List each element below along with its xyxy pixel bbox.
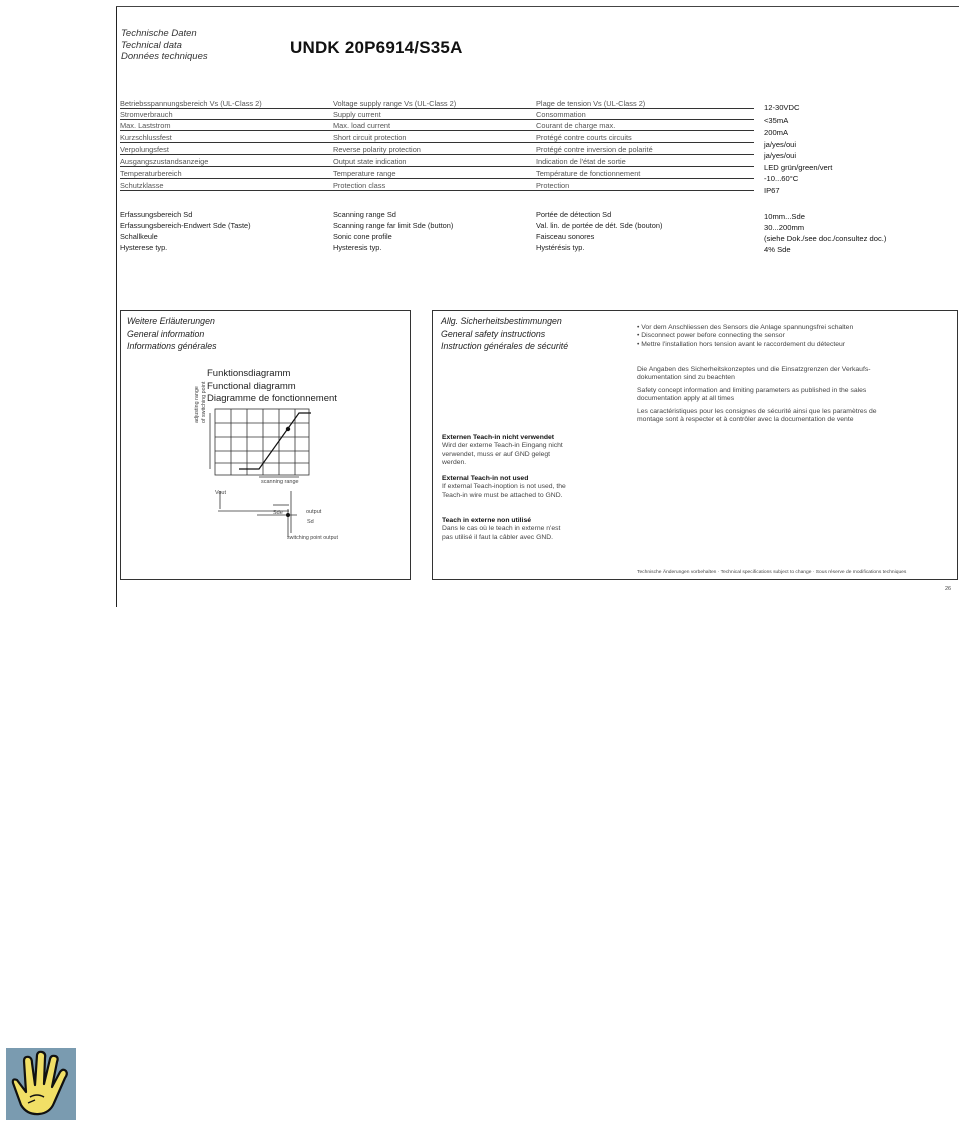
sde-marker	[286, 513, 290, 517]
row-rule	[120, 154, 754, 155]
safety-title-fr: Instruction générales de sécurité	[441, 341, 569, 351]
spec-cell: Protégé contre inversion de polarité	[536, 145, 653, 154]
spec-cell: Temperaturbereich	[120, 169, 182, 178]
spec-cell: Courant de charge max.	[536, 121, 616, 130]
safety-paragraph-en	[637, 387, 866, 404]
spec-cell: Kurzschlussfest	[120, 133, 172, 142]
spec-cell: Protégé contre courts circuits	[536, 133, 632, 142]
panel-title-en: General information	[127, 328, 205, 339]
paragraph-line: montage sont à respecter et à contrôler avec la documentation de vente	[637, 416, 854, 424]
sensing-cell: Erfassungsbereich-Endwert Sde (Taste)	[120, 221, 251, 230]
teach-in-en	[442, 475, 612, 500]
safety-bullet: • Vor dem Anschliessen des Sensors die Anlage spannungsfrei schalten	[637, 324, 854, 331]
sensing-cell: Sonic cone profile	[333, 232, 392, 241]
switching-point-marker	[286, 427, 290, 431]
spec-cell: Schutzklasse	[120, 181, 164, 190]
y-axis-label-2	[201, 382, 207, 423]
sheet-left-border	[116, 6, 117, 607]
teach-in-de	[442, 434, 612, 468]
panel-title-fr: Informations générales	[127, 341, 217, 351]
paragraph-line: dokumentation sind zu beachten	[637, 374, 735, 382]
diagram-title-de: Funktionsdiagramm	[207, 368, 291, 379]
teach-in-line: verwendet, muss er auf GND gelegt	[442, 450, 551, 458]
spec-value: ja/yes/oui	[764, 140, 797, 149]
safety-title-en: General safety instructions	[441, 328, 546, 339]
spec-value: 12-30VDC	[764, 103, 800, 112]
row-rule	[120, 142, 754, 143]
spec-value: IP67	[764, 186, 780, 195]
row-rule	[120, 108, 754, 109]
sensing-cell: Hysteresis typ.	[333, 243, 382, 252]
spec-cell: Ausgangszustandsanzeige	[120, 157, 209, 166]
general-information-panel	[120, 310, 411, 580]
spec-value: ja/yes/oui	[764, 151, 797, 160]
sensing-cell: Erfassungsbereich Sd	[120, 210, 193, 219]
teach-in-fr	[442, 517, 612, 542]
row-rule	[120, 166, 754, 167]
sensing-value: 4% Sde	[764, 245, 791, 254]
spec-value: 200mA	[764, 128, 789, 137]
y-axis-label-line2: of switching point	[201, 381, 207, 423]
spec-value: LED grün/green/vert	[764, 163, 833, 172]
sensing-cell: Hysterese typ.	[120, 243, 168, 252]
sensing-value: (siehe Dok./see doc./consultez doc.)	[764, 234, 887, 243]
teach-in-heading: External Teach-in not used	[442, 475, 529, 482]
spec-cell: Output state indication	[333, 157, 407, 166]
sensing-cell: Portée de détection Sd	[536, 210, 612, 219]
vout-label: Vout	[215, 490, 227, 496]
safety-title-de: Allg. Sicherheitsbestimmungen	[441, 316, 562, 326]
label-en: Technical data	[121, 39, 182, 51]
safety-bullets	[637, 324, 853, 349]
teach-in-line: pas utilisé il faut la câbler avec GND.	[442, 533, 554, 541]
switching-point-label: switching point output	[287, 535, 338, 541]
page-number: 26	[945, 586, 952, 592]
safety-paragraph-fr	[637, 408, 877, 425]
hand-icon	[5, 1047, 77, 1126]
sensing-value: 30...200mm	[764, 223, 805, 232]
output-label: output	[306, 509, 322, 515]
diagram-title-en: Functional diagramm	[207, 380, 296, 392]
spec-cell: Supply current	[333, 110, 381, 119]
spec-cell: Short circuit protection	[333, 133, 407, 142]
spec-cell: Max. load current	[333, 121, 391, 130]
safety-titles	[441, 315, 568, 353]
sensing-value: 10mm...Sde	[764, 212, 805, 221]
spec-cell: Voltage supply range Vs (UL-Class 2)	[333, 99, 457, 108]
spec-cell: Betriebsspannungsbereich Vs (UL-Class 2)	[120, 99, 262, 108]
paragraph-line: documentation apply at all times	[637, 395, 735, 403]
spec-cell: Verpolungsfest	[120, 145, 169, 154]
teach-in-line: Teach-in wire must be attached to GND.	[442, 491, 563, 499]
y-axis-label-line1: adjusting range	[194, 386, 200, 423]
sensing-cell: Hystérésis typ.	[536, 243, 585, 252]
teach-in-line: werden.	[442, 459, 467, 467]
sensing-cell: Scanning range far limit Sde (button)	[333, 221, 454, 230]
safety-bullet: • Mettre l'installation hors tension avant le raccordement du détecteur	[637, 340, 846, 348]
spec-cell: Protection	[536, 181, 570, 190]
model-title: UNDK 20P6914/S35A	[290, 38, 463, 57]
teach-in-line: Wird der externe Teach-in Eingang nicht	[442, 442, 563, 450]
spec-cell: Température de fonctionnement	[536, 169, 641, 178]
spec-cell: Max. Laststrom	[120, 121, 171, 130]
spec-cell: Consommation	[536, 110, 586, 119]
row-rule	[120, 178, 754, 179]
spec-cell: Stromverbrauch	[120, 110, 173, 119]
label-fr: Données techniques	[121, 51, 208, 62]
sd-label: Sd	[307, 519, 314, 525]
functional-diagram	[121, 311, 410, 579]
technical-changes-note: Technische Änderungen vorbehalten · Technical specifications subject to change · Sous réserve de modifications techniques	[637, 570, 907, 575]
sensing-cell: Val. lin. de portée de dét. Sde (bouton)	[536, 221, 663, 230]
safety-instructions-panel	[432, 310, 958, 580]
row-rule	[120, 130, 754, 131]
y-axis-label	[194, 386, 200, 423]
spec-value: <35mA	[764, 116, 789, 125]
spec-cell: Temperature range	[333, 169, 396, 178]
teach-in-line: Dans le cas où le teach in externe n'est	[442, 525, 561, 533]
sensing-cell: Schallkeule	[120, 232, 158, 241]
sheet-top-border	[116, 6, 959, 7]
safety-paragraph-de	[637, 366, 871, 383]
diagram-title-fr: Diagramme de fonctionnement	[207, 393, 337, 404]
sensing-cell: Faisceau sonores	[536, 232, 595, 241]
spec-cell: Reverse polarity protection	[333, 145, 421, 154]
row-rule	[120, 119, 754, 120]
panel-title-de: Weitere Erläuterungen	[127, 316, 215, 326]
paragraph-line: Safety concept information and limiting parameters as published in the sales	[637, 387, 867, 394]
data-sheet-labels	[121, 28, 208, 63]
spec-cell: Plage de tension Vs (UL-Class 2)	[536, 99, 646, 108]
paragraph-line: Die Angaben des Sicherheitskonzeptes und die Einsatzgrenzen der Verkaufs-	[637, 366, 871, 373]
teach-in-heading: Teach in externe non utilisé	[442, 517, 532, 524]
teach-in-line: If external Teach-inoption is not used, the	[442, 483, 566, 491]
sensing-cell: Scanning range Sd	[333, 210, 396, 219]
label-de: Technische Daten	[121, 28, 197, 39]
teach-in-heading: Externen Teach-in nicht verwendet	[442, 434, 555, 441]
paragraph-line: Les caractéristiques pour les consignes de sécurité ainsi que les paramètres de	[637, 408, 877, 415]
characteristic-line	[239, 413, 311, 469]
sde-label: Sde	[273, 510, 283, 516]
spec-cell: Indication de l'état de sortie	[536, 157, 626, 166]
row-rule	[120, 190, 754, 191]
spec-value: -10...60°C	[764, 174, 799, 183]
safety-bullet: • Disconnect power before connecting the sensor	[637, 332, 785, 340]
spec-cell: Protection class	[333, 181, 386, 190]
scanning-range-label: scanning range	[261, 479, 299, 485]
